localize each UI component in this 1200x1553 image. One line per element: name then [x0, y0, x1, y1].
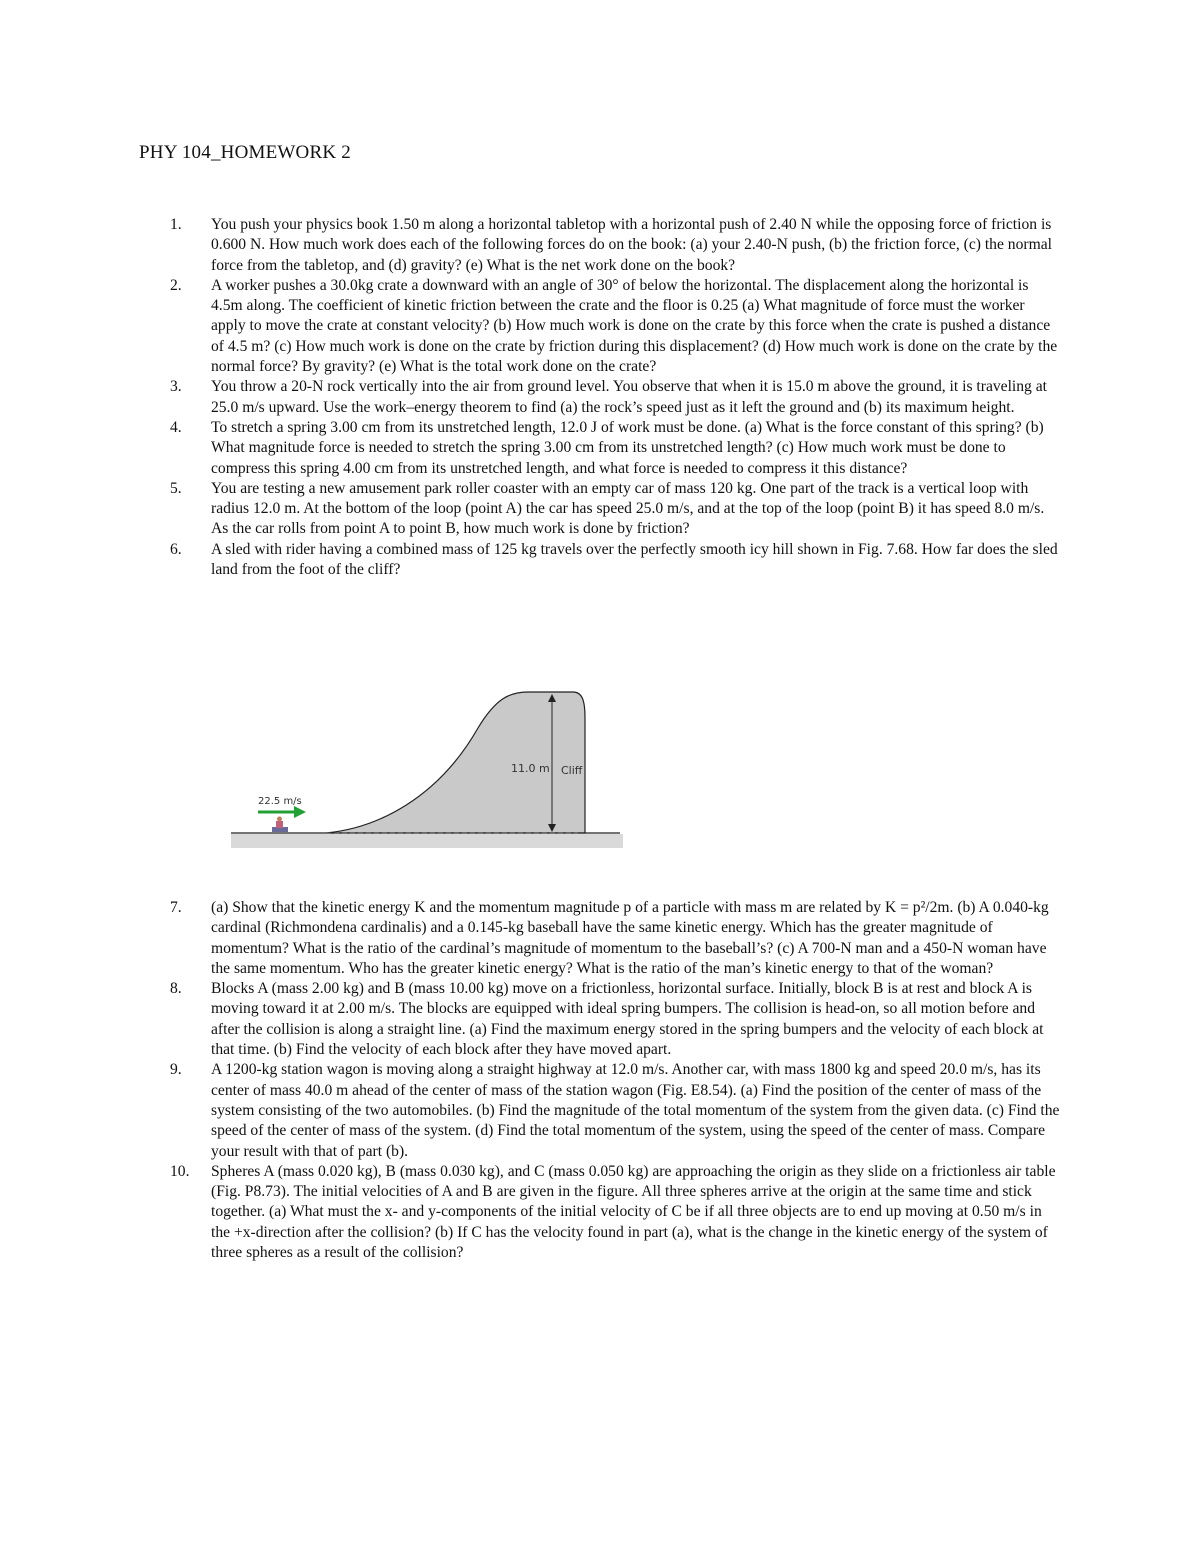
question-text: You throw a 20-N rock vertically into the air from ground level. You observe that when it is 15.0 m above the ground, it is traveling at 25.0 m/s upward. Use the work–energy theorem to find (a) the rock’s speed just as it left the ground and (b) its maximum height.	[211, 378, 1047, 416]
question-number: 9.	[170, 1061, 182, 1079]
sled-rider-icon	[272, 817, 288, 833]
question-text: You are testing a new amusement park roller coaster with an empty car of mass 120 kg. One part of the track is a vertical loop with radius 12.0 m. At the bottom of the loop (point A) the car has speed 25.0 m/s, and at the top of the loop (point B) it has speed 8.0 m/s. As the car rolls from point A to point B, how much work is done by friction?	[211, 479, 1045, 538]
question-text: To stretch a spring 3.00 cm from its unstretched length, 12.0 J of work must be done. (a) What is the force constant of this spring? (b) What magnitude force is needed to stretch the spring 3.00 cm from its unstretched length? (c) How much work must be done to compress this spring 4.00 cm from its unstretched length, and what force is needed to compress it this distance?	[211, 418, 1044, 477]
question-item	[170, 979, 1060, 1060]
question-number: 1.	[170, 216, 182, 233]
question-item	[170, 479, 1060, 540]
question-item	[170, 418, 1060, 479]
question-text: Blocks A (mass 2.00 kg) and B (mass 10.00 kg) move on a frictionless, horizontal surface. Initially, block B is at rest and block A is moving toward it at 2.00 m/s. The blocks are equipped with ideal spring bumpers. The collision is head-on, so all motion before and after the collision is along a straight line. (a) Find the maximum energy stored in the spring bumpers and the velocity of each block at that time. (b) Find the velocity of each block after they have moved apart.	[211, 980, 1044, 1059]
question-item	[170, 1162, 1060, 1263]
question-number: 7.	[170, 899, 182, 916]
question-item	[170, 377, 1060, 418]
ground-shadow	[231, 834, 623, 848]
question-item	[170, 540, 1060, 581]
question-text: (a) Show that the kinetic energy K and the momentum magnitude p of a particle with mass m are related by K = p²/2m. (b) A 0.040-kg cardinal (Richmondena cardinalis) and a 0.145-kg baseball have the same kinetic energy. Which has the greater magnitude of momentum? What is the ratio of the cardinal’s magnitude of momentum to the baseball’s? (c) A 700-N man and a 450-N woman have the same momentum. Who has the greater kinetic energy? What is the ratio of the man’s kinetic energy to that of the woman?	[211, 899, 1049, 977]
question-number: 2.	[170, 276, 182, 294]
question-number: 6.	[170, 540, 182, 558]
question-item	[170, 215, 1060, 276]
page-title: PHY 104_HOMEWORK 2	[139, 142, 351, 163]
question-text: You push your physics book 1.50 m along a horizontal tabletop with a horizontal push of 2.40 N while the opposing force of friction is 0.600 N. How much work does each of the following forces do on the book: (a) your 2.40-N push, (b) the friction force, (c) the normal force from the tabletop, and (d) gravity? (e) What is the net work done on the book?	[211, 216, 1052, 274]
question-list-part2	[170, 898, 1060, 1263]
question-text: Spheres A (mass 0.020 kg), B (mass 0.030 kg), and C (mass 0.050 kg) are approaching the origin as they slide on a frictionless air table (Fig. P8.73). The initial velocities of A and B are given in the figure. All three spheres arrive at the origin at the same time and stick together. (a) What must the x- and y-components of the initial velocity of C be if all three objects are to end up moving at 0.50 m/s in the +x-direction after the collision? (b) If C has the velocity found in part (a), what is the change in the kinetic energy of the system of three spheres as a result of the collision?	[211, 1162, 1056, 1262]
question-item	[170, 898, 1060, 979]
speed-label: 22.5 m/s	[258, 796, 302, 807]
question-list-part1	[170, 215, 1060, 580]
question-item	[170, 276, 1060, 377]
sled-hill-figure	[228, 688, 624, 854]
question-number: 10.	[170, 1162, 190, 1180]
question-number: 5.	[170, 479, 182, 497]
question-number: 4.	[170, 418, 182, 436]
question-item	[170, 1060, 1060, 1161]
height-label: 11.0 m	[511, 762, 550, 775]
question-text: A 1200-kg station wagon is moving along a straight highway at 12.0 m/s. Another car, with mass 1800 kg and speed 20.0 m/s, has its center of mass 40.0 m ahead of the center of mass of the station wagon (Fig. E8.54). (a) Find the position of the center of mass of the system consisting of the two automobiles. (b) Find the magnitude of the total momentum of the system from the given data. (c) Find the speed of the center of mass of the system. (d) Find the total momentum of the system, using the speed of the center of mass. Compare your result with that of part (b).	[211, 1061, 1060, 1160]
question-text: A worker pushes a 30.0kg crate a downward with an angle of 30° of below the horizontal. The displacement along the horizontal is 4.5m along. The coefficient of kinetic friction between the crate and the floor is 0.25 (a) What magnitude of force must the worker apply to move the crate at constant velocity? (b) How much work is done on the crate by this force when the crate is pushed a distance of 4.5 m? (c) How much work is done on the crate by friction during this displacement? (d) How much work is done on the crate by the normal force? By gravity? (e) What is the total work done on the crate?	[211, 276, 1058, 376]
question-number: 8.	[170, 980, 182, 998]
cliff-label: Cliff	[561, 764, 583, 777]
question-text: A sled with rider having a combined mass of 125 kg travels over the perfectly smooth icy hill shown in Fig. 7.68. How far does the sled land from the foot of the cliff?	[211, 540, 1058, 579]
question-number: 3.	[170, 378, 182, 396]
arrowhead-icon	[294, 806, 306, 818]
